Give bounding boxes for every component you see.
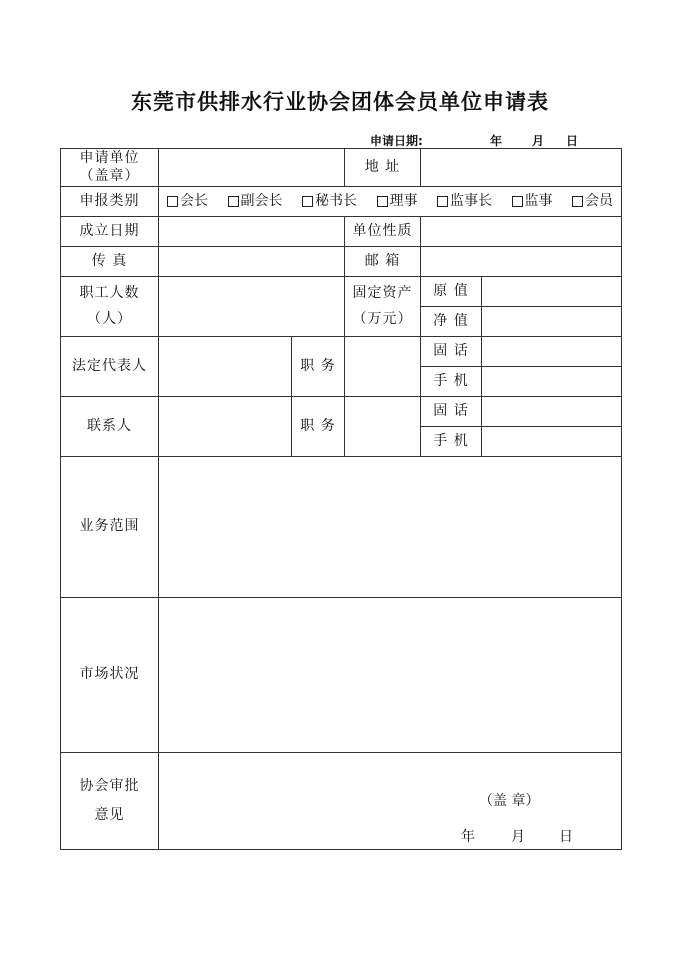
approval-day: 日 <box>559 829 573 845</box>
contact-landline-label: 固 话 <box>421 397 482 427</box>
unit-nature-label: 单位性质 <box>345 217 421 247</box>
fixed-assets-label: 固定资产 （万元） <box>345 277 421 337</box>
net-value-label: 净 值 <box>421 307 482 337</box>
contact-label: 联系人 <box>61 397 159 457</box>
category-option-label: 会长 <box>180 192 208 209</box>
contact-position-label: 职 务 <box>292 397 345 457</box>
business-scope-label: 业务范围 <box>61 457 159 598</box>
contact-position-field[interactable] <box>345 397 421 457</box>
apply-date-month: 月 <box>532 134 545 148</box>
staff-count-label: 职工人数 （人） <box>61 277 159 337</box>
approval-seal-text: （盖 章） <box>479 793 540 809</box>
legal-rep-field[interactable] <box>159 337 292 397</box>
category-option[interactable] <box>377 193 418 211</box>
founded-date-field[interactable] <box>159 217 345 247</box>
address-label: 地 址 <box>345 149 421 187</box>
category-option[interactable] <box>572 193 613 211</box>
category-option-label: 副会长 <box>240 192 283 209</box>
category-option-label: 监事长 <box>450 192 492 209</box>
category-option-label: 会员 <box>585 192 613 209</box>
legal-rep-mobile-label: 手 机 <box>421 367 482 397</box>
application-form-table <box>60 148 622 850</box>
category-option[interactable] <box>437 193 492 211</box>
apply-date-day: 日 <box>566 134 579 148</box>
legal-rep-mobile-field[interactable] <box>482 367 622 397</box>
legal-rep-position-field[interactable] <box>345 337 421 397</box>
staff-count-field[interactable] <box>159 277 345 337</box>
apply-date-label: 申请日期: <box>370 134 423 148</box>
apply-date-year: 年 <box>490 134 503 148</box>
approval-label: 协会审批 意见 <box>61 753 159 850</box>
checkbox-icon[interactable] <box>437 196 448 207</box>
net-value-field[interactable] <box>482 307 622 337</box>
approval-month: 月 <box>511 829 525 845</box>
business-scope-field[interactable] <box>159 457 622 598</box>
contact-field[interactable] <box>159 397 292 457</box>
contact-landline-field[interactable] <box>482 397 622 427</box>
address-field[interactable] <box>421 149 622 187</box>
category-option[interactable] <box>302 193 357 211</box>
checkbox-icon[interactable] <box>167 196 178 207</box>
original-value-field[interactable] <box>482 277 622 307</box>
legal-rep-landline-label: 固 话 <box>421 337 482 367</box>
unit-name-label: 申请单位 （盖章） <box>61 149 159 187</box>
fax-field[interactable] <box>159 247 345 277</box>
category-option-label: 秘书长 <box>315 192 357 209</box>
category-option[interactable] <box>228 193 283 211</box>
category-option[interactable] <box>512 193 553 211</box>
original-value-label: 原 值 <box>421 277 482 307</box>
checkbox-icon[interactable] <box>377 196 388 207</box>
approval-field[interactable] <box>159 753 622 850</box>
unit-name-field[interactable] <box>159 149 345 187</box>
legal-rep-position-label: 职 务 <box>292 337 345 397</box>
category-option-label: 监事 <box>524 192 553 209</box>
category-options <box>159 187 622 217</box>
form-title: 东莞市供排水行业协会团体会员单位申请表 <box>131 89 549 114</box>
email-field[interactable] <box>421 247 622 277</box>
market-status-label: 市场状况 <box>61 598 159 753</box>
checkbox-icon[interactable] <box>572 196 583 207</box>
founded-date-label: 成立日期 <box>61 217 159 247</box>
fax-label: 传 真 <box>61 247 159 277</box>
legal-rep-landline-field[interactable] <box>482 337 622 367</box>
category-option[interactable] <box>167 193 208 211</box>
approval-year: 年 <box>461 829 475 845</box>
contact-mobile-field[interactable] <box>482 427 622 457</box>
email-label: 邮 箱 <box>345 247 421 277</box>
checkbox-icon[interactable] <box>302 196 313 207</box>
checkbox-icon[interactable] <box>228 196 239 207</box>
category-label: 申报类别 <box>61 187 159 217</box>
category-option-label: 理事 <box>389 192 418 209</box>
checkbox-icon[interactable] <box>512 196 523 207</box>
market-status-field[interactable] <box>159 598 622 753</box>
legal-rep-label: 法定代表人 <box>61 337 159 397</box>
unit-nature-field[interactable] <box>421 217 622 247</box>
contact-mobile-label: 手 机 <box>421 427 482 457</box>
